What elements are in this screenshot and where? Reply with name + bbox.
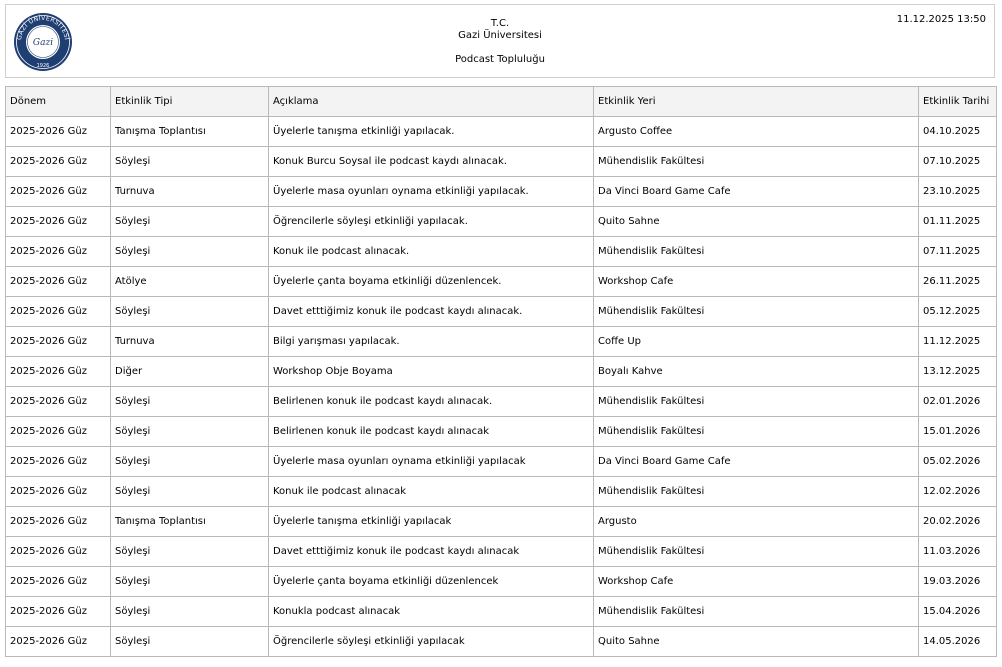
cell-location: Mühendislik Fakültesi xyxy=(594,597,919,627)
cell-location: Mühendislik Fakültesi xyxy=(594,477,919,507)
cell-date: 05.02.2026 xyxy=(919,447,997,477)
table-row xyxy=(6,477,997,507)
logo-center-text: Gazi xyxy=(32,38,54,48)
table-row xyxy=(6,117,997,147)
cell-period: 2025-2026 Güz xyxy=(6,147,111,177)
cell-description: Konukla podcast alınacak xyxy=(269,597,594,627)
cell-location: Mühendislik Fakültesi xyxy=(594,147,919,177)
cell-period: 2025-2026 Güz xyxy=(6,597,111,627)
cell-date: 11.03.2026 xyxy=(919,537,997,567)
cell-date: 12.02.2026 xyxy=(919,477,997,507)
cell-description: Konuk Burcu Soysal ile podcast kaydı alınacak. xyxy=(269,147,594,177)
cell-period: 2025-2026 Güz xyxy=(6,327,111,357)
column-header-event-type: Etkinlik Tipi xyxy=(111,87,269,117)
cell-event-type: Söyleşi xyxy=(111,417,269,447)
table-row xyxy=(6,567,997,597)
cell-period: 2025-2026 Güz xyxy=(6,387,111,417)
cell-location: Da Vinci Board Game Cafe xyxy=(594,447,919,477)
cell-location: Mühendislik Fakültesi xyxy=(594,297,919,327)
cell-description: Üyelerle tanışma etkinliği yapılacak xyxy=(269,507,594,537)
table-row xyxy=(6,507,997,537)
cell-period: 2025-2026 Güz xyxy=(6,477,111,507)
table-body xyxy=(6,117,997,657)
logo-ring-text: GAZİ ÜNİVERSİTESİ xyxy=(16,14,70,41)
cell-period: 2025-2026 Güz xyxy=(6,177,111,207)
cell-event-type: Söyleşi xyxy=(111,237,269,267)
table-row xyxy=(6,267,997,297)
table-row xyxy=(6,147,997,177)
cell-description: Belirlenen konuk ile podcast kaydı alınacak xyxy=(269,417,594,447)
cell-period: 2025-2026 Güz xyxy=(6,417,111,447)
header-line-1: T.C. xyxy=(490,18,510,29)
cell-description: Üyelerle tanışma etkinliği yapılacak. xyxy=(269,117,594,147)
cell-date: 19.03.2026 xyxy=(919,567,997,597)
cell-description: Konuk ile podcast alınacak. xyxy=(269,237,594,267)
column-header-location: Etkinlik Yeri xyxy=(594,87,919,117)
cell-period: 2025-2026 Güz xyxy=(6,207,111,237)
cell-description: Üyelerle masa oyunları oynama etkinliği yapılacak. xyxy=(269,177,594,207)
table-row xyxy=(6,237,997,267)
cell-description: Üyelerle çanta boyama etkinliği düzenlencek xyxy=(269,567,594,597)
print-datetime: 11.12.2025 13:50 xyxy=(896,14,986,25)
cell-event-type: Söyleşi xyxy=(111,147,269,177)
table-row xyxy=(6,537,997,567)
cell-date: 01.11.2025 xyxy=(919,207,997,237)
cell-event-type: Atölye xyxy=(111,267,269,297)
column-header-date: Etkinlik Tarihi xyxy=(919,87,997,117)
cell-event-type: Söyleşi xyxy=(111,447,269,477)
cell-location: Mühendislik Fakültesi xyxy=(594,237,919,267)
cell-period: 2025-2026 Güz xyxy=(6,447,111,477)
table-row xyxy=(6,207,997,237)
cell-period: 2025-2026 Güz xyxy=(6,537,111,567)
cell-date: 05.12.2025 xyxy=(919,297,997,327)
cell-date: 15.01.2026 xyxy=(919,417,997,447)
cell-date: 13.12.2025 xyxy=(919,357,997,387)
cell-event-type: Söyleşi xyxy=(111,477,269,507)
cell-date: 15.04.2026 xyxy=(919,597,997,627)
cell-location: Argusto Coffee xyxy=(594,117,919,147)
cell-location: Boyalı Kahve xyxy=(594,357,919,387)
logo-year: 1926 xyxy=(36,63,50,69)
cell-date: 14.05.2026 xyxy=(919,627,997,657)
cell-description: Davet etttiğimiz konuk ile podcast kaydı alınacak. xyxy=(269,297,594,327)
table-row xyxy=(6,597,997,627)
table-header-row xyxy=(6,87,997,117)
cell-event-type: Söyleşi xyxy=(111,567,269,597)
cell-period: 2025-2026 Güz xyxy=(6,507,111,537)
events-table xyxy=(5,86,997,657)
cell-date: 07.10.2025 xyxy=(919,147,997,177)
cell-event-type: Söyleşi xyxy=(111,207,269,237)
table-row xyxy=(6,417,997,447)
cell-location: Quito Sahne xyxy=(594,627,919,657)
cell-event-type: Söyleşi xyxy=(111,627,269,657)
cell-date: 07.11.2025 xyxy=(919,237,997,267)
column-header-period: Dönem xyxy=(6,87,111,117)
cell-event-type: Söyleşi xyxy=(111,597,269,627)
cell-location: Workshop Cafe xyxy=(594,267,919,297)
cell-location: Quito Sahne xyxy=(594,207,919,237)
cell-description: Workshop Obje Boyama xyxy=(269,357,594,387)
cell-description: Belirlenen konuk ile podcast kaydı alınacak. xyxy=(269,387,594,417)
cell-location: Workshop Cafe xyxy=(594,567,919,597)
cell-period: 2025-2026 Güz xyxy=(6,267,111,297)
cell-description: Öğrencilerle söyleşi etkinliği yapılacak. xyxy=(269,207,594,237)
cell-period: 2025-2026 Güz xyxy=(6,117,111,147)
cell-event-type: Tanışma Toplantısı xyxy=(111,117,269,147)
table-row xyxy=(6,627,997,657)
cell-date: 11.12.2025 xyxy=(919,327,997,357)
cell-description: Konuk ile podcast alınacak xyxy=(269,477,594,507)
cell-location: Da Vinci Board Game Cafe xyxy=(594,177,919,207)
cell-location: Mühendislik Fakültesi xyxy=(594,387,919,417)
cell-period: 2025-2026 Güz xyxy=(6,357,111,387)
table-row xyxy=(6,387,997,417)
cell-period: 2025-2026 Güz xyxy=(6,567,111,597)
cell-event-type: Turnuva xyxy=(111,327,269,357)
cell-period: 2025-2026 Güz xyxy=(6,297,111,327)
cell-date: 04.10.2025 xyxy=(919,117,997,147)
table-row xyxy=(6,297,997,327)
cell-location: Coffe Up xyxy=(594,327,919,357)
cell-period: 2025-2026 Güz xyxy=(6,237,111,267)
table-row xyxy=(6,177,997,207)
cell-location: Mühendislik Fakültesi xyxy=(594,417,919,447)
report-header xyxy=(5,4,995,78)
header-subtitle: Podcast Topluluğu xyxy=(455,54,545,65)
cell-event-type: Söyleşi xyxy=(111,537,269,567)
cell-description: Öğrencilerle söyleşi etkinliği yapılacak xyxy=(269,627,594,657)
cell-description: Davet etttiğimiz konuk ile podcast kaydı alınacak xyxy=(269,537,594,567)
cell-event-type: Diğer xyxy=(111,357,269,387)
header-titles xyxy=(6,18,994,66)
cell-event-type: Söyleşi xyxy=(111,387,269,417)
cell-event-type: Söyleşi xyxy=(111,297,269,327)
header-line-2: Gazi Üniversitesi xyxy=(458,30,542,41)
cell-date: 02.01.2026 xyxy=(919,387,997,417)
cell-description: Bilgi yarışması yapılacak. xyxy=(269,327,594,357)
cell-date: 26.11.2025 xyxy=(919,267,997,297)
cell-date: 23.10.2025 xyxy=(919,177,997,207)
cell-location: Argusto xyxy=(594,507,919,537)
cell-period: 2025-2026 Güz xyxy=(6,627,111,657)
table-row xyxy=(6,327,997,357)
cell-event-type: Tanışma Toplantısı xyxy=(111,507,269,537)
cell-event-type: Turnuva xyxy=(111,177,269,207)
table-row xyxy=(6,447,997,477)
cell-description: Üyelerle çanta boyama etkinliği düzenlencek. xyxy=(269,267,594,297)
table-row xyxy=(6,357,997,387)
cell-date: 20.02.2026 xyxy=(919,507,997,537)
column-header-description: Açıklama xyxy=(269,87,594,117)
cell-location: Mühendislik Fakültesi xyxy=(594,537,919,567)
cell-description: Üyelerle masa oyunları oynama etkinliği yapılacak xyxy=(269,447,594,477)
